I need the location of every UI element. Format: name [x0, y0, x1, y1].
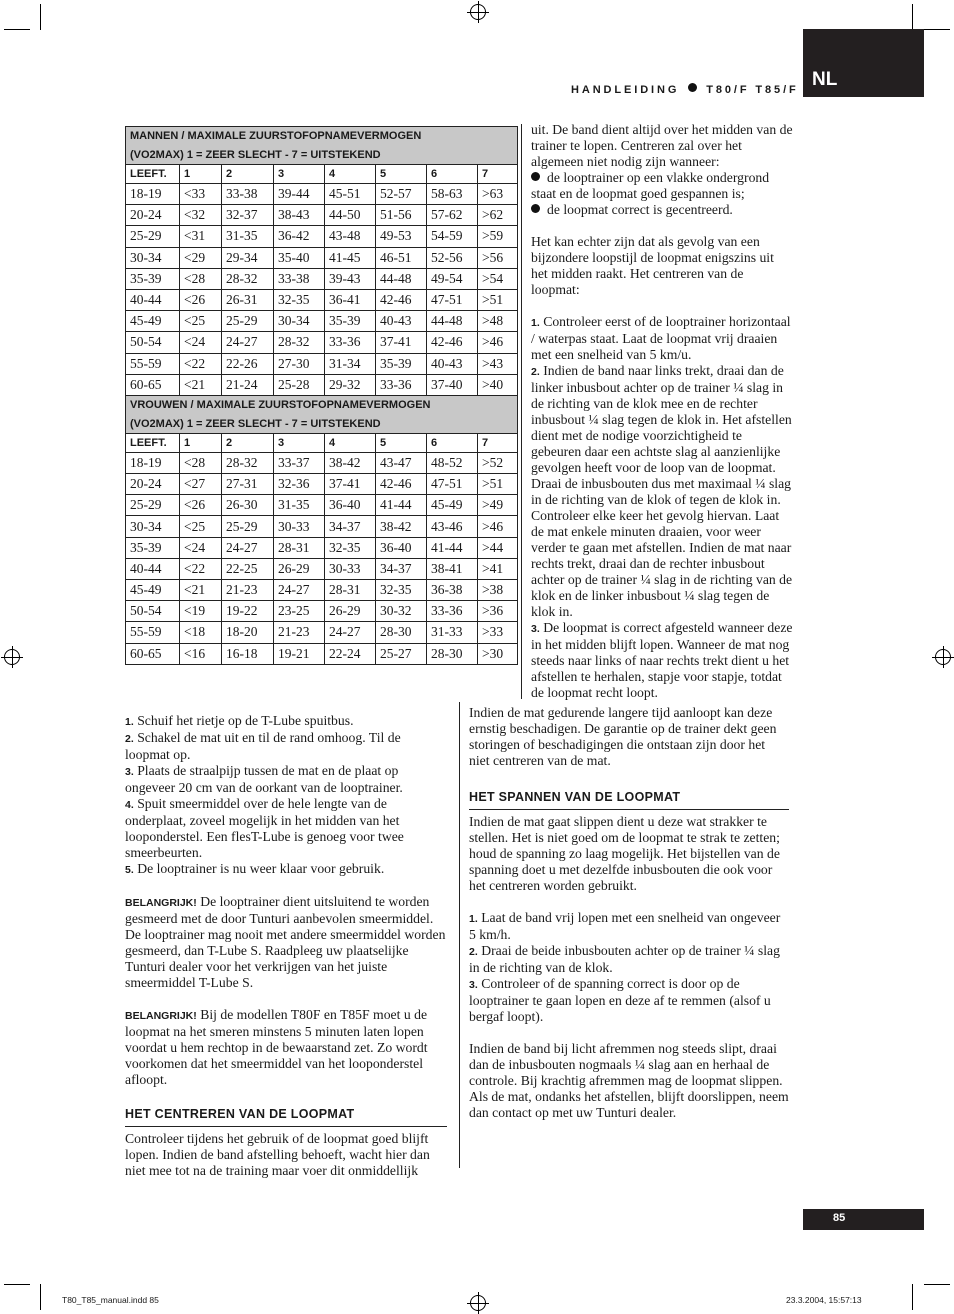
value-cell: 34-37: [376, 558, 427, 579]
value-cell: 38-41: [427, 558, 478, 579]
value-cell: 36-40: [325, 495, 376, 516]
lube-steps-list: [125, 713, 447, 878]
step-text: Controleer eerst of de looptrainer horizontaal / waterpas staat. Laat de loopmat vrij draaien met een snelheid van 5 km/u.: [531, 314, 791, 362]
value-cell: <29: [180, 247, 222, 268]
step-text: Draai de beide inbusbouten achter op de trainer ¼ slag in de richting van de klok.: [469, 943, 780, 975]
value-cell: 26-31: [222, 289, 274, 310]
table-row: [126, 374, 518, 395]
value-cell: 36-40: [376, 537, 427, 558]
column-header: LEEFT.: [126, 165, 180, 184]
value-cell: 47-51: [427, 474, 478, 495]
value-cell: 30-33: [274, 516, 325, 537]
table-row: [126, 452, 518, 473]
column-header: 6: [427, 433, 478, 452]
step-number: 2.: [469, 946, 478, 958]
value-cell: >52: [478, 452, 518, 473]
value-cell: 26-30: [222, 495, 274, 516]
column-header: 1: [180, 165, 222, 184]
table-row: [126, 184, 518, 205]
right-column-upper: [531, 122, 793, 701]
list-item: [469, 943, 789, 976]
value-cell: 36-38: [427, 580, 478, 601]
value-cell: 31-35: [274, 495, 325, 516]
value-cell: 38-43: [274, 205, 325, 226]
value-cell: 34-37: [325, 516, 376, 537]
value-cell: 31-35: [222, 226, 274, 247]
step-number: 3.: [469, 979, 478, 991]
age-cell: 40-44: [126, 558, 180, 579]
registration-mark-icon: [470, 1295, 486, 1311]
column-header: 7: [478, 165, 518, 184]
age-cell: 50-54: [126, 601, 180, 622]
value-cell: 32-37: [222, 205, 274, 226]
step-number: 2.: [125, 733, 134, 745]
value-cell: <33: [180, 184, 222, 205]
column-header: LEEFT.: [126, 433, 180, 452]
bullet-dot-icon: [688, 83, 697, 92]
value-cell: 32-35: [376, 580, 427, 601]
value-cell: 54-59: [427, 226, 478, 247]
list-item: [125, 730, 447, 763]
value-cell: 22-26: [222, 353, 274, 374]
age-cell: 55-59: [126, 622, 180, 643]
value-cell: 44-48: [376, 268, 427, 289]
value-cell: 24-27: [274, 580, 325, 601]
list-item: [531, 202, 793, 218]
value-cell: <27: [180, 474, 222, 495]
column-header: 6: [427, 165, 478, 184]
value-cell: 52-57: [376, 184, 427, 205]
list-item: [469, 910, 789, 943]
step-text: Schakel de mat uit en til de rand omhoog. Til de loopmat op.: [125, 730, 401, 762]
language-tab: NL: [803, 29, 924, 97]
running-head: [571, 84, 799, 96]
crop-mark: [912, 4, 913, 30]
women-table-title: VROUWEN / MAXIMALE ZUURSTOFOPNAMEVERMOGEN: [126, 395, 518, 414]
file-slug: T80_T85_manual.indd 85: [62, 1295, 159, 1305]
bullet-dot-icon: [531, 172, 540, 181]
value-cell: 31-33: [427, 622, 478, 643]
value-cell: 31-34: [325, 353, 376, 374]
value-cell: 42-46: [376, 289, 427, 310]
bullet-dot-icon: [531, 204, 540, 213]
column-header: 1: [180, 433, 222, 452]
men-table-subtitle: (VO2MAX) 1 = ZEER SLECHT - 7 = UITSTEKEND: [126, 146, 518, 165]
age-cell: 30-34: [126, 247, 180, 268]
list-item: [531, 363, 793, 620]
value-cell: <25: [180, 516, 222, 537]
value-cell: 28-32: [222, 452, 274, 473]
column-rule: [521, 124, 522, 699]
value-cell: 35-39: [376, 353, 427, 374]
value-cell: <18: [180, 622, 222, 643]
value-cell: 25-28: [274, 374, 325, 395]
value-cell: 41-44: [427, 537, 478, 558]
value-cell: 38-42: [325, 452, 376, 473]
table-row: [126, 289, 518, 310]
step-text: Controleer of de spanning correct is door op de looptrainer te gaan lopen en deze af te remmen (alsof u bergaf loopt).: [469, 976, 771, 1024]
value-cell: 40-43: [427, 353, 478, 374]
centering-steps-list: [531, 314, 793, 701]
age-cell: 18-19: [126, 452, 180, 473]
value-cell: 22-25: [222, 558, 274, 579]
column-header: 4: [325, 433, 376, 452]
value-cell: 35-40: [274, 247, 325, 268]
value-cell: >44: [478, 537, 518, 558]
value-cell: >41: [478, 558, 518, 579]
value-cell: 28-30: [376, 622, 427, 643]
step-text: Schuif het rietje op de T-Lube spuitbus.: [137, 713, 354, 728]
women-table-subtitle: (VO2MAX) 1 = ZEER SLECHT - 7 = UITSTEKEND: [126, 414, 518, 433]
column-header: 4: [325, 165, 376, 184]
crop-mark: [924, 29, 950, 30]
value-cell: >63: [478, 184, 518, 205]
value-cell: 32-35: [274, 289, 325, 310]
step-text: De looptrainer is nu weer klaar voor gebruik.: [137, 861, 385, 876]
value-cell: 27-31: [222, 474, 274, 495]
value-cell: 24-27: [222, 332, 274, 353]
age-cell: 55-59: [126, 353, 180, 374]
value-cell: 27-30: [274, 353, 325, 374]
age-cell: 20-24: [126, 205, 180, 226]
column-header: 2: [222, 165, 274, 184]
value-cell: 26-29: [274, 558, 325, 579]
value-cell: <28: [180, 452, 222, 473]
value-cell: 26-29: [325, 601, 376, 622]
value-cell: >33: [478, 622, 518, 643]
value-cell: 48-52: [427, 452, 478, 473]
value-cell: <24: [180, 537, 222, 558]
age-cell: 35-39: [126, 268, 180, 289]
list-item: [469, 976, 789, 1025]
value-cell: <16: [180, 643, 222, 664]
value-cell: 19-21: [274, 643, 325, 664]
value-cell: 37-41: [376, 332, 427, 353]
men-column-header-row: [126, 165, 518, 184]
table-row: [126, 495, 518, 516]
value-cell: 33-37: [274, 452, 325, 473]
list-item: [125, 763, 447, 796]
value-cell: 24-27: [222, 537, 274, 558]
value-cell: 21-23: [274, 622, 325, 643]
age-cell: 20-24: [126, 474, 180, 495]
value-cell: 23-25: [274, 601, 325, 622]
value-cell: 42-46: [427, 332, 478, 353]
crop-mark: [912, 1284, 913, 1310]
value-cell: 38-42: [376, 516, 427, 537]
value-cell: 37-40: [427, 374, 478, 395]
value-cell: <19: [180, 601, 222, 622]
value-cell: 28-31: [274, 537, 325, 558]
value-cell: <32: [180, 205, 222, 226]
value-cell: 45-49: [427, 495, 478, 516]
tension-steps-list: [469, 910, 789, 1025]
value-cell: 30-34: [274, 311, 325, 332]
right-column-lower: [469, 705, 789, 1121]
value-cell: 44-50: [325, 205, 376, 226]
important-label: BELANGRIJK!: [125, 1010, 197, 1022]
age-cell: 45-49: [126, 311, 180, 332]
table-row: [126, 311, 518, 332]
column-rule: [459, 702, 460, 1168]
list-item: [531, 620, 793, 701]
value-cell: <26: [180, 289, 222, 310]
value-cell: 24-27: [325, 622, 376, 643]
value-cell: 42-46: [376, 474, 427, 495]
centering-intro: Controleer tijdens het gebruik of de loopmat goed blijft lopen. Indien de band afstelling behoeft, wacht hier dan niet mee tot na de training maar voer dit onmiddellijk: [125, 1131, 430, 1178]
page-number: 85: [803, 1209, 924, 1230]
value-cell: 52-56: [427, 247, 478, 268]
value-cell: >54: [478, 268, 518, 289]
step-number: 1.: [125, 716, 134, 728]
step-text: Plaats de straalpijp tussen de mat en de plaat op ongeveer 20 cm van de oorkant van de looptrainer.: [125, 763, 403, 795]
table-row: [126, 247, 518, 268]
table-row: [126, 332, 518, 353]
value-cell: 39-43: [325, 268, 376, 289]
table-row: [126, 353, 518, 374]
column-header: 5: [376, 433, 427, 452]
doc-title: HANDLEIDING: [571, 84, 680, 96]
value-cell: >43: [478, 353, 518, 374]
value-cell: 41-45: [325, 247, 376, 268]
registration-mark-icon: [935, 649, 951, 665]
value-cell: <22: [180, 353, 222, 374]
step-number: 3.: [531, 623, 540, 635]
list-item: [531, 170, 793, 202]
value-cell: >46: [478, 516, 518, 537]
value-cell: 29-32: [325, 374, 376, 395]
centering-continued: uit. De band dient altijd over het midden van de trainer te lopen. Centreren zal over het algemeen niet nodig zijn wanneer:: [531, 122, 793, 169]
value-cell: 28-32: [222, 268, 274, 289]
value-cell: 30-33: [325, 558, 376, 579]
value-cell: <31: [180, 226, 222, 247]
step-text: Laat de band vrij lopen met een snelheid van ongeveer 5 km/h.: [469, 910, 781, 942]
centering-para2: Het kan echter zijn dat als gevolg van een bijzondere loopstijl de loopmat enigszins uit het midden raakt. Het centreren van de loopmat:: [531, 234, 774, 297]
column-header: 5: [376, 165, 427, 184]
step-number: 2.: [531, 366, 540, 378]
left-column: [125, 713, 447, 1179]
value-cell: 49-53: [376, 226, 427, 247]
value-cell: >51: [478, 289, 518, 310]
crop-mark: [4, 29, 30, 30]
value-cell: <22: [180, 558, 222, 579]
model-name: T80/F T85/F: [706, 84, 799, 96]
centering-conditions-list: [531, 170, 793, 218]
important-text: De looptrainer dient uitsluitend te worden gesmeerd met de door Tunturi aanbevolen smeermiddel. De looptrainer mag nooit met andere smeermiddel worden gesmeerd, dan T-Lube S. Raadpleeg uw plaatselijke Tunturi dealer voor het verkrijgen van het juiste smeermiddel T-Lube S.: [125, 894, 446, 990]
centering-warning: Indien de mat gedurende langere tijd aanloopt kan deze ernstig beschadigen. De garantie op de trainer dekt geen storingen of beschadigingen die ontstaan zijn door het niet centreren van de mat.: [469, 705, 777, 768]
age-cell: 25-29: [126, 226, 180, 247]
value-cell: 43-48: [325, 226, 376, 247]
value-cell: 40-43: [376, 311, 427, 332]
value-cell: 28-30: [427, 643, 478, 664]
value-cell: 16-18: [222, 643, 274, 664]
value-cell: 43-47: [376, 452, 427, 473]
registration-mark-icon: [470, 4, 486, 20]
value-cell: 25-27: [376, 643, 427, 664]
important-note-1: [125, 894, 447, 991]
value-cell: >30: [478, 643, 518, 664]
column-header: 7: [478, 433, 518, 452]
section-heading-centering: HET CENTREREN VAN DE LOOPMAT: [125, 1106, 447, 1127]
table-row: [126, 474, 518, 495]
value-cell: >62: [478, 205, 518, 226]
age-cell: 40-44: [126, 289, 180, 310]
list-item: [531, 314, 793, 363]
value-cell: <26: [180, 495, 222, 516]
column-header: 3: [274, 165, 325, 184]
value-cell: 33-36: [325, 332, 376, 353]
value-cell: <21: [180, 374, 222, 395]
value-cell: <24: [180, 332, 222, 353]
table-row: [126, 643, 518, 664]
step-text: Spuit smeermiddel over de hele lengte van de onderplaat, zoveel mogelijk in het midden van het looponderstel. Een flesT-Lube is genoeg voor twee smeerbeurten.: [125, 796, 404, 860]
value-cell: <21: [180, 580, 222, 601]
value-cell: 25-29: [222, 311, 274, 332]
value-cell: 33-36: [427, 601, 478, 622]
value-cell: <28: [180, 268, 222, 289]
table-row: [126, 622, 518, 643]
women-column-header-row: [126, 433, 518, 452]
value-cell: >56: [478, 247, 518, 268]
value-cell: >40: [478, 374, 518, 395]
value-cell: 44-48: [427, 311, 478, 332]
table-row: [126, 226, 518, 247]
date-slug: 23.3.2004, 15:57:13: [786, 1295, 862, 1305]
age-cell: 25-29: [126, 495, 180, 516]
column-header: 2: [222, 433, 274, 452]
value-cell: 21-24: [222, 374, 274, 395]
value-cell: 25-29: [222, 516, 274, 537]
value-cell: 28-31: [325, 580, 376, 601]
age-cell: 60-65: [126, 643, 180, 664]
step-number: 1.: [531, 317, 540, 329]
step-number: 5.: [125, 864, 134, 876]
table-row: [126, 205, 518, 226]
value-cell: >49: [478, 495, 518, 516]
age-cell: 18-19: [126, 184, 180, 205]
value-cell: 30-32: [376, 601, 427, 622]
value-cell: 36-42: [274, 226, 325, 247]
vo2max-table: [125, 126, 518, 665]
table-row: [126, 580, 518, 601]
list-item: [125, 796, 447, 861]
value-cell: <25: [180, 311, 222, 332]
value-cell: >38: [478, 580, 518, 601]
crop-mark: [40, 4, 41, 30]
tension-intro: Indien de mat gaat slippen dient u deze wat strakker te stellen. Het is niet goed om de loopmat te strak te zetten; houd de spanning zo laag mogelijk. Het bijstellen van de spanning doet u met dezelfde inbusbouten die ook voor het centreren worden gebruikt.: [469, 814, 780, 893]
value-cell: 32-36: [274, 474, 325, 495]
crop-mark: [924, 1284, 950, 1285]
step-text: Indien de band naar links trekt, draai dan de linker inbusbout achter op de trainer ¼ slag in de richting van de klok mee en de rechter inbusbout ¼ slag tegen de klok in. Het afstellen dient met de nodige voorzichtigheid te gebeuren daar een achtste slag al aanzienlijke gevolgen heeft voor de loop van de loopmat. Draai de inbusbouten dus met maximaal ¼ slag in de richting van de klok of tegen de klok in. Controleer elke keer het gevolg hiervan. Laat de mat enkele minuten draaien, voor weer verder te gaan met afstellen. Indien de mat naar rechts trekt, draai dan de rechter inbusbout achter op de trainer ¼ slag in de richting van de klok en de linker inbusbout ¼ slag tegen de klok in.: [531, 363, 793, 619]
table-row: [126, 268, 518, 289]
value-cell: 29-34: [222, 247, 274, 268]
value-cell: 18-20: [222, 622, 274, 643]
value-cell: 51-56: [376, 205, 427, 226]
table-row: [126, 537, 518, 558]
value-cell: 57-62: [427, 205, 478, 226]
registration-mark-icon: [4, 649, 20, 665]
step-number: 1.: [469, 913, 478, 925]
value-cell: 33-38: [274, 268, 325, 289]
age-cell: 60-65: [126, 374, 180, 395]
step-text: De loopmat is correct afgesteld wanneer deze in het midden blijft lopen. Wanneer de mat nog steeds naar links of naar rechts trekt dient u het afstellen te herhalen, stapje voor stapje, totdat de loopmat recht loopt.: [531, 620, 793, 700]
column-header: 3: [274, 433, 325, 452]
value-cell: 19-22: [222, 601, 274, 622]
value-cell: 35-39: [325, 311, 376, 332]
value-cell: 21-23: [222, 580, 274, 601]
value-cell: 47-51: [427, 289, 478, 310]
tension-final: Indien de band bij licht afremmen nog steeds slipt, draai dan de inbusbouten nogmaals ¼ slag aan en herhaal de controle. Bij krachtig afremmen mag de loopmat slippen. Als de mat, ondanks het afstellen, blijft doorslippen, neem dan contact op met uw Tunturi dealer.: [469, 1041, 789, 1120]
value-cell: >51: [478, 474, 518, 495]
crop-mark: [4, 1284, 30, 1285]
age-cell: 45-49: [126, 580, 180, 601]
value-cell: 46-51: [376, 247, 427, 268]
table-row: [126, 558, 518, 579]
value-cell: >59: [478, 226, 518, 247]
step-number: 3.: [125, 766, 134, 778]
age-cell: 35-39: [126, 537, 180, 558]
value-cell: >36: [478, 601, 518, 622]
value-cell: >48: [478, 311, 518, 332]
value-cell: 32-35: [325, 537, 376, 558]
section-heading-tension: HET SPANNEN VAN DE LOOPMAT: [469, 789, 789, 810]
table-row: [126, 601, 518, 622]
list-item: [125, 861, 447, 878]
value-cell: 39-44: [274, 184, 325, 205]
value-cell: 22-24: [325, 643, 376, 664]
value-cell: 37-41: [325, 474, 376, 495]
value-cell: 58-63: [427, 184, 478, 205]
value-cell: 43-46: [427, 516, 478, 537]
step-number: 4.: [125, 799, 134, 811]
bullet-text: de looptrainer op een vlakke ondergrond staat en de loopmat goed gespannen is;: [531, 170, 770, 201]
bullet-text: de loopmat correct is gecentreerd.: [547, 202, 733, 217]
age-cell: 30-34: [126, 516, 180, 537]
crop-mark: [40, 1284, 41, 1310]
value-cell: 36-41: [325, 289, 376, 310]
important-note-2: [125, 1007, 447, 1088]
value-cell: 41-44: [376, 495, 427, 516]
value-cell: >46: [478, 332, 518, 353]
list-item: [125, 713, 447, 730]
value-cell: 28-32: [274, 332, 325, 353]
value-cell: 45-51: [325, 184, 376, 205]
important-label: BELANGRIJK!: [125, 897, 197, 909]
age-cell: 50-54: [126, 332, 180, 353]
men-table-title: MANNEN / MAXIMALE ZUURSTOFOPNAMEVERMOGEN: [126, 127, 518, 146]
value-cell: 33-38: [222, 184, 274, 205]
important-text: Bij de modellen T80F en T85F moet u de loopmat na het smeren minstens 5 minuten laten lopen voordat u hem rechtop in de bewaarstand zet. Zo wordt voorkomen dat het smeermiddel van het looponderstel afloopt.: [125, 1007, 428, 1087]
table-row: [126, 516, 518, 537]
value-cell: 33-36: [376, 374, 427, 395]
value-cell: 49-54: [427, 268, 478, 289]
